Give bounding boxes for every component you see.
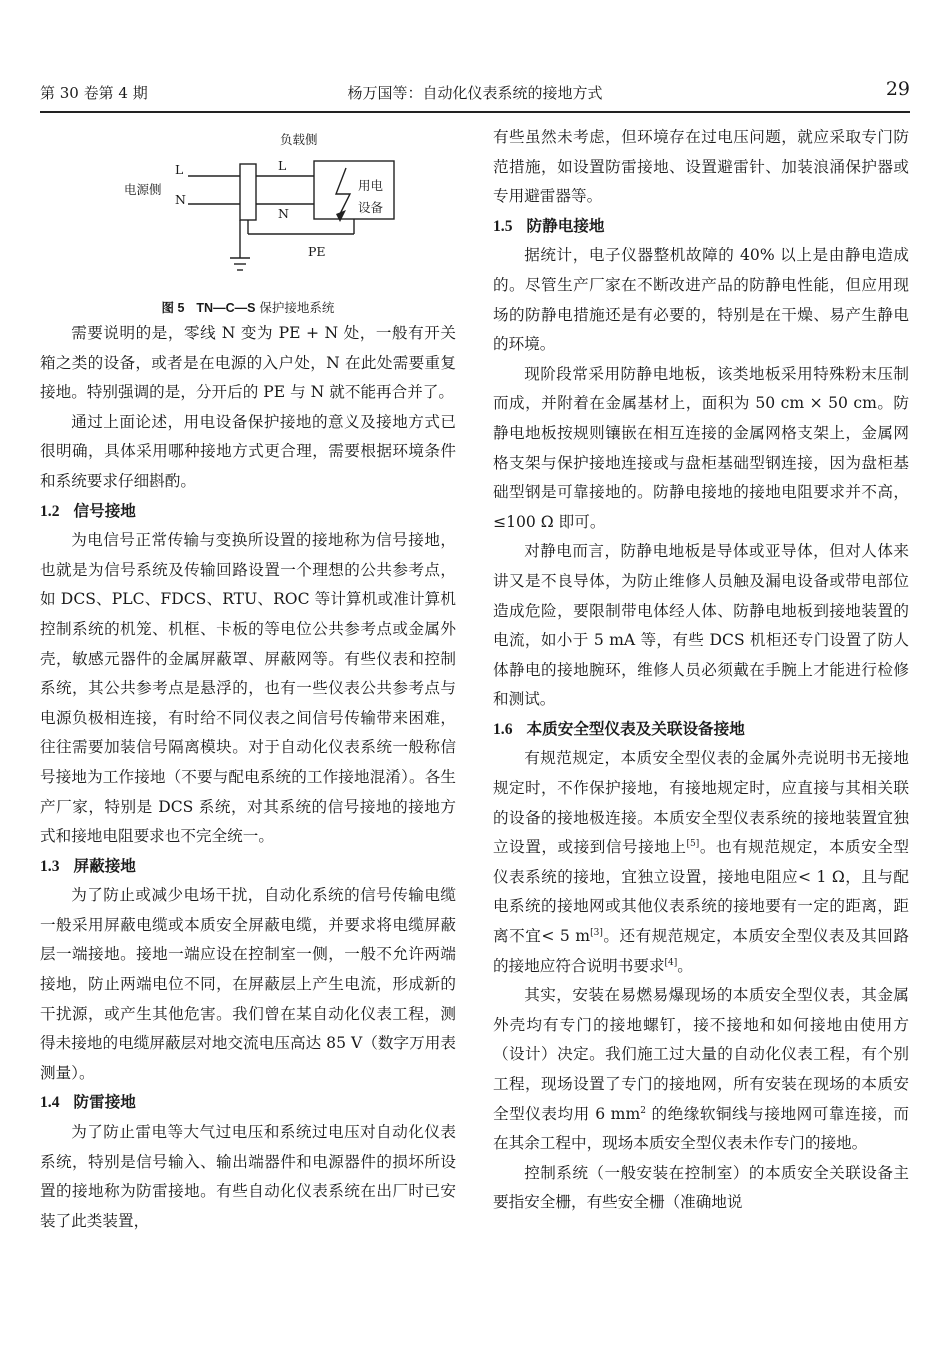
label-PE: PE xyxy=(308,244,326,259)
section-heading-1-2 xyxy=(40,497,456,527)
section-heading-1-4 xyxy=(40,1088,456,1118)
paragraph: 据统计，电子仪器整机故障的 40% 以上是由静电造成的。尽管生产厂家在不断改进产品的防静电性能，但应用现场的防静电措施还是有必要的，特别是在干燥、易产生静电的环境。 xyxy=(493,246,909,354)
section-heading-1-3 xyxy=(40,852,456,882)
device-label-1: 用电 xyxy=(358,178,384,193)
page-number: 29 xyxy=(885,78,910,100)
paragraph: 有些虽然未考虑，但环境存在过电压问题，就应采取专门防范措施，如设置防雷接地、设置避雷针、加装浪涌保护器或专用避雷器等。 xyxy=(493,128,909,206)
paragraph: 其实，安装在易燃易爆现场的本质安全型仪表，其金属外壳均有专门的接地螺钉，接不接地和如何接地由使用方（设计）决定。我们施工过大量的自动化仪表工程，有个别工程，现场设置了专门的接地网，所有安装在现场的本质安全型仪表均用 6 $mm^2$ 的绝缘软铜线与接地网可靠连接，而在其余工程中，现场本质安全型仪表未作专门的接地。 xyxy=(493,986,909,1153)
tn-c-s-diagram xyxy=(40,118,456,293)
paragraph: 现阶段常采用防静电地板，该类地板采用特殊粉末压制而成，并附着在金属基材上，面积为 50 cm × 50 cm。防静电地板按规则镶嵌在相互连接的金属网格支架上，金属网格支架与保护接地连接或与盘柜基础型钢连接，因为盘柜基础型钢是可靠接地的。防静电接地的接地电阻要求并不高，≤100 Ω 即可。 xyxy=(493,364,909,531)
journal-volume-issue: 第 30 卷第 4 期 xyxy=(40,84,148,102)
section-number: 1.4 xyxy=(40,1094,60,1112)
section-title: 屏蔽接地 xyxy=(73,856,136,875)
paragraph: 控制系统（一般安装在控制室）的本质安全关联设备主要指安全栅，有些安全栅（准确地说 xyxy=(493,1163,909,1212)
section-number: 1.6 xyxy=(493,720,513,738)
label-L-left: L xyxy=(175,162,184,177)
section-title: 防静电接地 xyxy=(526,216,605,235)
figure-5 xyxy=(40,118,456,316)
article-running-title: 杨万国等：自动化仪表系统的接地方式 xyxy=(347,84,603,102)
section-number: 1.3 xyxy=(40,857,60,875)
caption-number: 图 5 xyxy=(161,301,185,315)
section-number: 1.5 xyxy=(493,217,513,235)
paragraph: 对静电而言，防静电地板是导体或亚导体，但对人体来讲又是不良导体，为防止维修人员触及漏电设备或带电部位造成危险，要限制带电体经人体、防静电地板到接地装置的电流，如小于 5 mA 等，有些 DCS 机柜还专门设置了防人体静电的接地腕环，维修人员必须戴在手腕上才能进行检修和测试。 xyxy=(493,542,909,709)
fault-symbol xyxy=(336,168,350,214)
label-N-left: N xyxy=(175,192,186,207)
section-heading-1-6 xyxy=(493,715,909,745)
left-column xyxy=(40,319,456,1236)
section-title: 本质安全型仪表及关联设备接地 xyxy=(526,719,745,738)
paragraph: 需要说明的是，零线 N 变为 PE + N 处，一般有开关箱之类的设备，或者是在电源的入户处，N 在此处需要重复接地。特别强调的是，分开后的 PE 与 N 就不能再合并了。 xyxy=(40,324,456,402)
paragraph: 有规范规定，本质安全型仪表的金属外壳说明书无接地规定时，不作保护接地，有接地规定时，应直接与其相关联的设备的接地极连接。本质安全型仪表系统的接地装置宜独立设置，或接到信号接地上[5]。也有规范规定，本质安全型仪表系统的接地，宜独立设置，接地电阻应< 1 Ω，且与配电系统的接地网或其他仪表系统的接地要有一定的距离，距离不宜< 5 m[3]。还有规范规定，本质安全型仪表及其回路的接地应符合说明书要求[4]。 xyxy=(493,749,909,975)
figure-caption xyxy=(40,298,456,316)
paragraph: 为了防止或减少电场干扰，自动化系统的信号传输电缆一般采用屏蔽电缆或本质安全屏蔽电缆，并要求将电缆屏蔽层一端接地。接地一端应设在控制室一侧，一般不允许两端接地，防止两端电位不同，在屏蔽层上产生电流，形成新的干扰源，或产生其他危害。我们曾在某自动化仪表工程，测得未接地的电缆屏蔽层对地交流电压高达 85 V（数字万用表测量）。 xyxy=(40,886,456,1082)
label-N-right: N xyxy=(278,206,289,221)
running-header xyxy=(40,78,910,106)
paragraph: 为了防止雷电等大气过电压和系统过电压对自动化仪表系统，特别是信号输入、输出端器件和电源器件的损坏所设置的接地称为防雷接地。有些自动化仪表系统在出厂时已安装了此类装置， xyxy=(40,1123,456,1230)
section-heading-1-5 xyxy=(493,212,909,242)
caption-system: TN—C—S xyxy=(196,301,256,315)
caption-text: 保护接地系统 xyxy=(259,300,335,315)
load-side-label: 负载侧 xyxy=(280,132,318,147)
section-title: 防雷接地 xyxy=(73,1093,136,1112)
source-side-label: 电源侧 xyxy=(124,182,162,197)
device-label-2: 设备 xyxy=(358,200,384,215)
section-number: 1.2 xyxy=(40,502,60,520)
switch-box xyxy=(240,164,256,220)
header-rule xyxy=(40,111,910,113)
paragraph: 为电信号正常传输与变换所设置的接地称为信号接地，也就是为信号系统及传输回路设置一个理想的公共参考点，如 DCS、PLC、FDCS、RTU、ROC 等计算机或准计算机控制系统的机笼、机框、卡板的等电位公共参考点或金属外壳，敏感元器件的金属屏蔽罩、屏蔽网等。有些仪表和控制系统，其公共参考点是悬浮的，也有一些仪表公共参考点与电源负极相连接，有时给不同仪表之间信号传输带来困难，往往需要加装信号隔离模块。对于自动化仪表系统一般称信号接地为工作接地（不要与配电系统的工作接地混淆）。各生产厂家，特别是 DCS 系统，对其系统的信号接地的接地方式和接地电阻要求也不完全统一。 xyxy=(40,531,456,846)
paragraph: 通过上面论述，用电设备保护接地的意义及接地方式已很明确，具体采用哪种接地方式更合理，需要根据环境条件和系统要求仔细斟酌。 xyxy=(40,412,456,490)
right-column xyxy=(493,123,909,1218)
label-L-right: L xyxy=(278,158,287,173)
section-title: 信号接地 xyxy=(73,501,136,520)
